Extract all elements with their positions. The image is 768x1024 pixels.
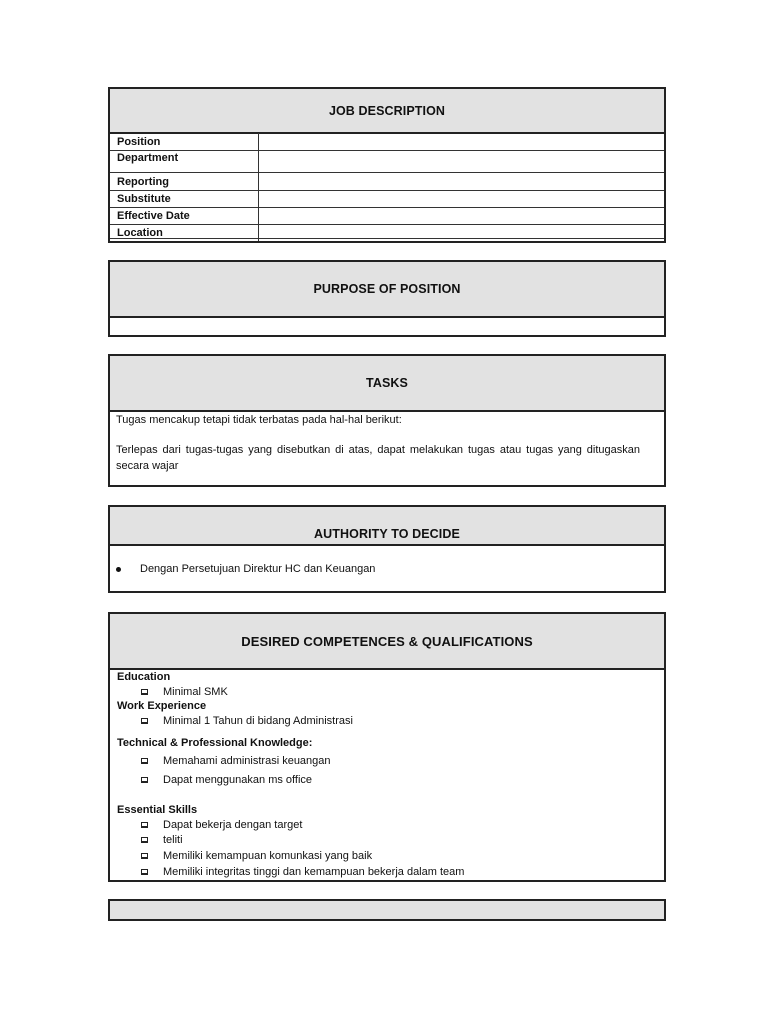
checkbox-icon (141, 822, 148, 828)
technical-item-text: Dapat menggunakan ms office (163, 774, 312, 786)
authority-header (110, 507, 664, 544)
checkbox-icon (141, 777, 148, 783)
work-experience-heading: Work Experience (117, 700, 207, 712)
authority-section (108, 505, 666, 593)
field-label-location: Location (117, 227, 163, 239)
tasks-note: Terlepas dari tugas-tugas yang disebutkan di atas, dapat melakukan tugas atau tugas yang ditugaskan secara wajar (116, 444, 640, 472)
tasks-section (108, 354, 666, 487)
skills-item (141, 866, 464, 878)
skills-item (141, 819, 302, 831)
authority-item (116, 563, 375, 575)
field-value-reporting[interactable] (261, 176, 664, 189)
field-value-department[interactable] (261, 152, 664, 165)
competences-title: DESIRED COMPETENCES & QUALIFICATIONS (241, 633, 533, 649)
purpose-content[interactable] (116, 320, 658, 332)
field-label-reporting: Reporting (117, 176, 169, 188)
education-item (141, 686, 228, 698)
work-experience-item-text: Minimal 1 Tahun di bidang Administrasi (163, 715, 353, 727)
checkbox-icon (141, 853, 148, 859)
empty-section-bar (108, 899, 666, 921)
authority-title: AUTHORITY TO DECIDE (314, 527, 460, 541)
competences-header (110, 614, 664, 668)
skills-item (141, 834, 183, 846)
skills-item-text: teliti (163, 834, 183, 846)
checkbox-icon (141, 758, 148, 764)
technical-item-text: Memahami administrasi keuangan (163, 755, 331, 767)
bullet-icon (116, 567, 121, 572)
skills-heading: Essential Skills (117, 804, 198, 816)
checkbox-icon (141, 718, 148, 724)
purpose-title: PURPOSE OF POSITION (313, 282, 461, 296)
tasks-header (110, 356, 664, 410)
job-description-section (108, 87, 666, 243)
field-label-effective-date: Effective Date (117, 210, 190, 222)
skills-item (141, 850, 372, 862)
technical-heading: Technical & Professional Knowledge: (117, 737, 313, 749)
job-description-title: JOB DESCRIPTION (328, 103, 446, 118)
skills-item-text: Memiliki kemampuan komunkasi yang baik (163, 850, 373, 862)
field-value-effective-date[interactable] (261, 210, 664, 223)
field-value-location[interactable] (261, 227, 664, 240)
purpose-section (108, 260, 666, 337)
checkbox-icon (141, 837, 148, 843)
skills-item-text: Dapat bekerja dengan target (163, 819, 303, 831)
tasks-title: TASKS (366, 376, 408, 390)
skills-item-text: Memiliki integritas tinggi dan kemampuan bekerja dalam team (163, 866, 465, 878)
education-item-text: Minimal SMK (163, 686, 228, 698)
job-description-header (110, 89, 664, 132)
technical-item (141, 774, 312, 786)
competences-section (108, 612, 666, 882)
field-label-substitute: Substitute (117, 193, 171, 205)
checkbox-icon (141, 869, 148, 875)
technical-item (141, 755, 331, 767)
field-value-position[interactable] (261, 136, 664, 149)
authority-item-text: Dengan Persetujuan Direktur HC dan Keuangan (140, 563, 376, 575)
field-label-position: Position (117, 136, 161, 148)
education-heading: Education (117, 671, 171, 683)
purpose-header (110, 262, 664, 316)
field-value-substitute[interactable] (261, 193, 664, 206)
field-label-department: Department (117, 152, 179, 164)
tasks-intro: Tugas mencakup tetapi tidak terbatas pada hal-hal berikut: (116, 414, 402, 426)
work-experience-item (141, 715, 353, 727)
checkbox-icon (141, 689, 148, 695)
